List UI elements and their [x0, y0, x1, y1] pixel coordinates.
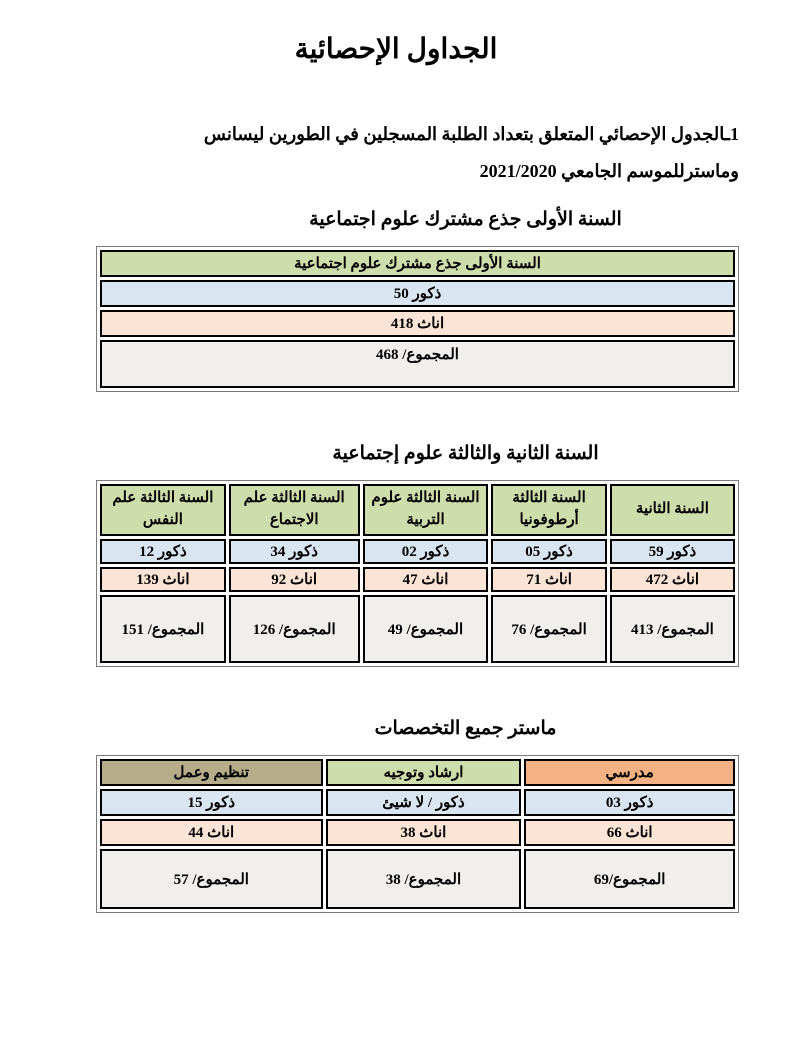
table-total-row — [100, 849, 735, 909]
table-row — [100, 567, 735, 592]
total-cell: المجموع/ 126 — [229, 595, 360, 663]
table-first-year — [96, 246, 739, 392]
column-header-cell: مدرسي — [524, 759, 735, 786]
column-header-cell: السنة الثالثة علم الاجتماع — [229, 484, 360, 536]
intro-paragraph — [96, 116, 739, 190]
total-cell: المجموع/ 413 — [610, 595, 735, 663]
males-cell: ذكور / لا شيئ — [326, 789, 522, 816]
table-row — [100, 789, 735, 816]
column-header-cell: السنة الأولى جذع مشترك علوم اجتماعية — [100, 250, 735, 277]
table-row — [100, 250, 735, 277]
males-cell: ذكور 50 — [100, 280, 735, 307]
males-cell: ذكور 15 — [100, 789, 323, 816]
table-row — [100, 539, 735, 564]
table-row — [100, 340, 735, 388]
males-cell: ذكور 12 — [100, 539, 226, 564]
females-cell: اناث 66 — [524, 819, 735, 846]
page-title: الجداول الإحصائية — [294, 34, 498, 65]
intro-line-2: وماسترللموسم الجامعي 2021/2020 — [479, 161, 739, 181]
total-cell: المجموع/69 — [524, 849, 735, 909]
table-total-row — [100, 595, 735, 663]
females-cell: اناث 47 — [363, 567, 489, 592]
females-cell: اناث 38 — [326, 819, 522, 846]
section2-heading: السنة الثانية والثالثة علوم إجتماعية — [332, 443, 599, 464]
females-cell: اناث 71 — [491, 567, 607, 592]
total-cell: المجموع/ 151 — [100, 595, 226, 663]
total-cell: المجموع/ 57 — [100, 849, 323, 909]
males-cell: ذكور 02 — [363, 539, 489, 564]
section3-heading: ماستر جميع التخصصات — [374, 718, 557, 739]
table-header-row — [100, 759, 735, 786]
total-cell: المجموع/ 76 — [491, 595, 607, 663]
table-master — [96, 755, 739, 913]
section1-heading: السنة الأولى جذع مشترك علوم اجتماعية — [309, 209, 622, 230]
females-cell: اناث 139 — [100, 567, 226, 592]
males-cell: ذكور 03 — [524, 789, 735, 816]
females-cell: اناث 418 — [100, 310, 735, 337]
females-cell: اناث 92 — [229, 567, 360, 592]
males-cell: ذكور 34 — [229, 539, 360, 564]
table-row — [100, 819, 735, 846]
table-header-row — [100, 484, 735, 536]
column-header-cell: السنة الثالثة أرطوفونيا — [491, 484, 607, 536]
column-header-cell: السنة الثالثة علم النفس — [100, 484, 226, 536]
total-cell: المجموع/ 38 — [326, 849, 522, 909]
males-cell: ذكور 05 — [491, 539, 607, 564]
females-cell: اناث 472 — [610, 567, 735, 592]
column-header-cell: السنة الثالثة علوم التربية — [363, 484, 489, 536]
column-header-cell: السنة الثانية — [610, 484, 735, 536]
column-header-cell: تنظيم وعمل — [100, 759, 323, 786]
total-cell: المجموع/ 49 — [363, 595, 489, 663]
total-cell: المجموع/ 468 — [100, 340, 735, 388]
intro-line-1: 1ـالجدول الإحصائي المتعلق بتعداد الطلبة المسجلين في الطورين ليسانس — [203, 124, 739, 144]
table-row — [100, 310, 735, 337]
document-page — [0, 32, 792, 1056]
column-header-cell: ارشاد وتوجيه — [326, 759, 522, 786]
males-cell: ذكور 59 — [610, 539, 735, 564]
table-year2-year3 — [96, 480, 739, 667]
table-row — [100, 280, 735, 307]
females-cell: اناث 44 — [100, 819, 323, 846]
